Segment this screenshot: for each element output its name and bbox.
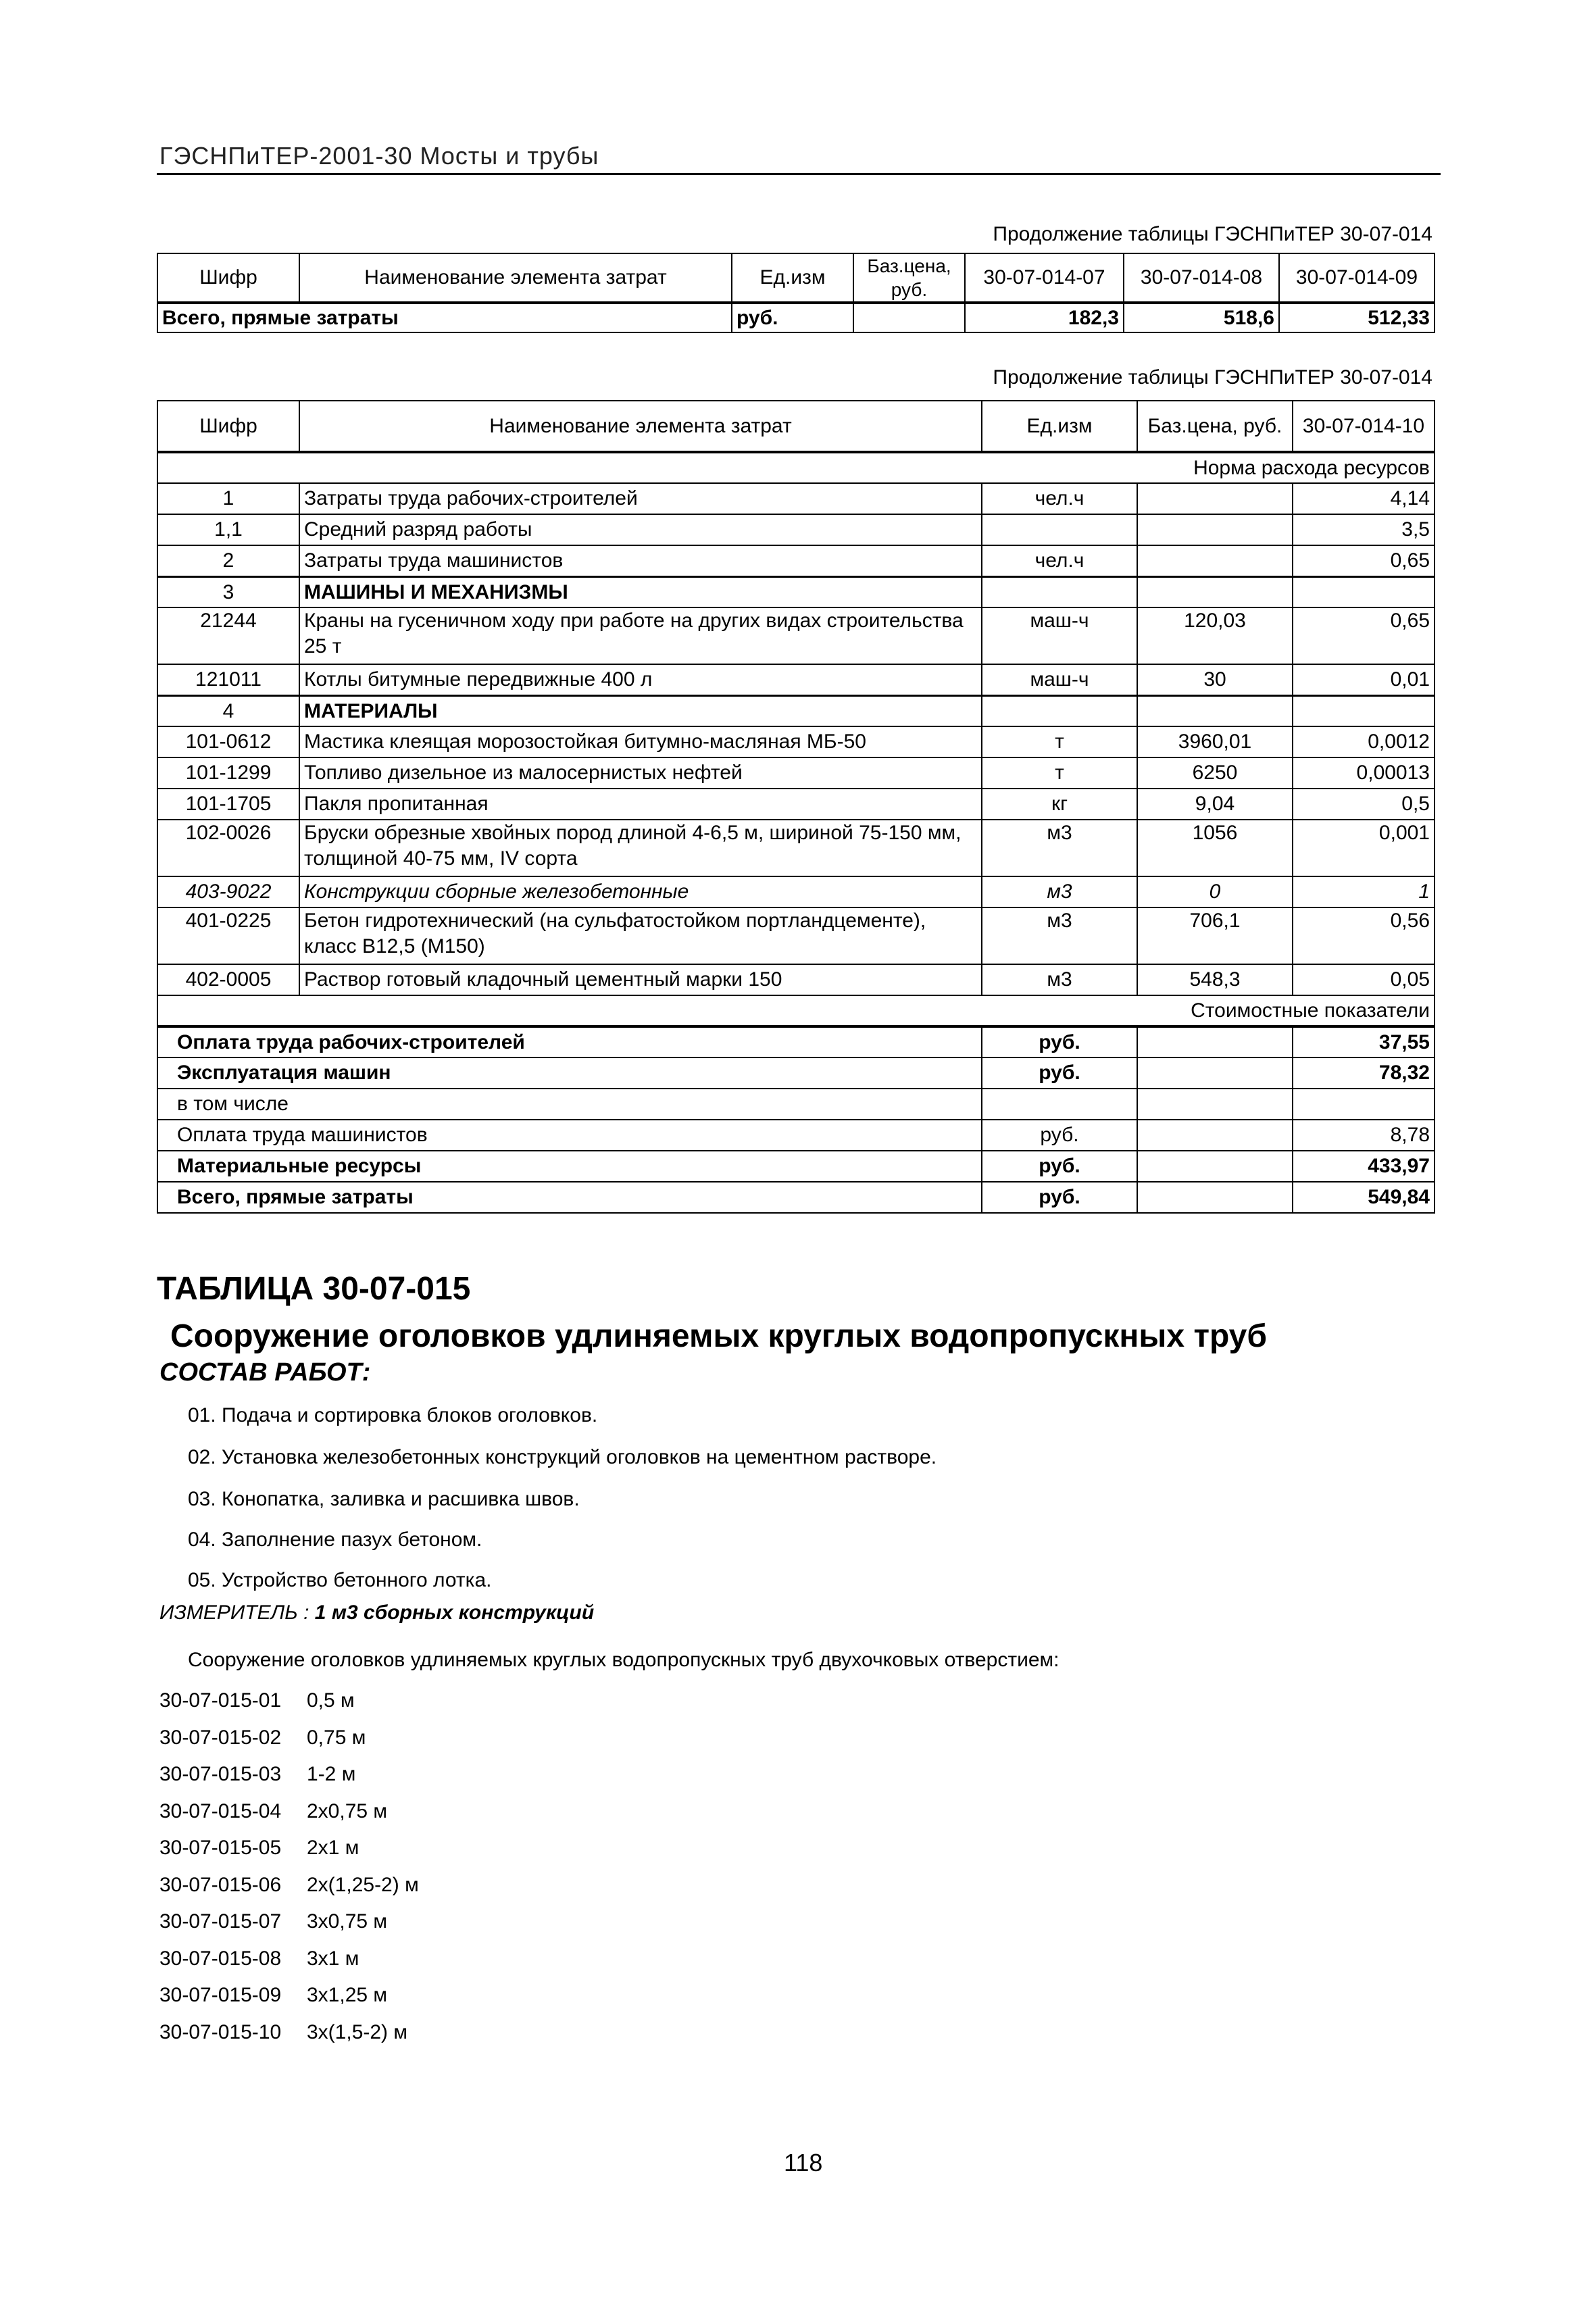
row-code: 101-0612: [157, 726, 299, 757]
code-item: [159, 1910, 387, 1933]
t1-total-value-2: 518,6: [1124, 303, 1279, 332]
izmeritel-label: ИЗМЕРИТЕЛЬ :: [159, 1601, 309, 1624]
table-row: [157, 876, 1435, 907]
row-name: Средний разряд работы: [299, 514, 982, 545]
t1-header-col3: 30-07-014-09: [1279, 253, 1435, 303]
cost-price: [1137, 1057, 1293, 1089]
row-unit: [982, 695, 1137, 726]
t1-header-name: Наименование элемента затрат: [299, 253, 732, 303]
t2-header-col1: 30-07-014-10: [1293, 401, 1435, 452]
work-item: 02. Установка железобетонных конструкций оголовков на цементном растворе.: [188, 1446, 937, 1468]
row-code: 101-1299: [157, 757, 299, 789]
table1: [157, 253, 1435, 333]
code-item-value: 3х1 м: [307, 1947, 359, 1970]
code-item-code: 30-07-015-06: [159, 1873, 282, 1896]
cost-unit: руб.: [982, 1151, 1137, 1182]
page-number: 118: [784, 2149, 823, 2176]
cost-row: [157, 1089, 1435, 1120]
t1-total-unit: руб.: [732, 303, 853, 332]
row-unit: [982, 576, 1137, 607]
table-row: [157, 820, 1435, 876]
work-item: 03. Конопатка, заливка и расшивка швов.: [188, 1488, 580, 1510]
code-item: [159, 1984, 387, 2007]
row-name: Бетон гидротехнический (на сульфатостойком портландцементе), класс В12,5 (М150): [299, 907, 982, 964]
section-title: ТАБЛИЦА 30-07-015: [157, 1271, 471, 1307]
cost-unit: руб.: [982, 1026, 1137, 1057]
row-price: [1137, 483, 1293, 514]
header-divider: [157, 173, 1441, 175]
row-price: [1137, 576, 1293, 607]
t1-total-value-1: 182,3: [965, 303, 1124, 332]
cost-price: [1137, 1026, 1293, 1057]
row-name: Пакля пропитанная: [299, 789, 982, 820]
row-unit: т: [982, 726, 1137, 757]
code-item: [159, 1763, 355, 1786]
row-unit: [982, 514, 1137, 545]
cost-unit: руб.: [982, 1120, 1137, 1151]
izmeritel: [159, 1601, 594, 1624]
t2-header-name: Наименование элемента затрат: [299, 401, 982, 452]
work-item: 05. Устройство бетонного лотка.: [188, 1569, 492, 1591]
row-name: Затраты труда рабочих-строителей: [299, 483, 982, 514]
row-code: 402-0005: [157, 964, 299, 995]
row-price: 0: [1137, 876, 1293, 907]
table-row: [157, 664, 1435, 695]
row-price: 6250: [1137, 757, 1293, 789]
cost-name: Материальные ресурсы: [157, 1151, 982, 1182]
row-value: 0,00013: [1293, 757, 1435, 789]
code-item-value: 1-2 м: [307, 1763, 356, 1785]
row-unit: чел.ч: [982, 545, 1137, 576]
row-unit: м3: [982, 964, 1137, 995]
row-value: 0,65: [1293, 607, 1435, 664]
t1-header-unit: Ед.изм: [732, 253, 853, 303]
row-unit: маш-ч: [982, 607, 1137, 664]
row-code: 401-0225: [157, 907, 299, 964]
section-sostav-label: СОСТАВ РАБОТ:: [159, 1358, 371, 1387]
code-item-value: 0,5 м: [307, 1689, 355, 1712]
code-item-code: 30-07-015-03: [159, 1763, 282, 1785]
code-item-value: 3х1,25 м: [307, 1984, 388, 2006]
row-name: Раствор готовый кладочный цементный марки 150: [299, 964, 982, 995]
code-item-code: 30-07-015-02: [159, 1726, 282, 1749]
row-code: 21244: [157, 607, 299, 664]
table2-caption: Продолжение таблицы ГЭСНПиТЕР 30-07-014: [993, 366, 1432, 389]
row-price: [1137, 695, 1293, 726]
cost-row: [157, 1120, 1435, 1151]
code-item-value: 0,75 м: [307, 1726, 366, 1749]
table-row: [157, 514, 1435, 545]
row-unit: маш-ч: [982, 664, 1137, 695]
row-unit: кг: [982, 789, 1137, 820]
section-subtitle: Сооружение оголовков удлиняемых круглых водопропускных труб: [170, 1318, 1267, 1354]
cost-row: [157, 1057, 1435, 1089]
row-unit: м3: [982, 820, 1137, 876]
row-name: Затраты труда машинистов: [299, 545, 982, 576]
table-row: [157, 964, 1435, 995]
row-price: 706,1: [1137, 907, 1293, 964]
cost-value: 37,55: [1293, 1026, 1435, 1057]
row-name: Краны на гусеничном ходу при работе на других видах строительства 25 т: [299, 607, 982, 664]
row-name: МАШИНЫ И МЕХАНИЗМЫ: [299, 576, 982, 607]
code-item-code: 30-07-015-09: [159, 1984, 282, 2006]
row-name: Мастика клеящая морозостойкая битумно-масляная МБ-50: [299, 726, 982, 757]
row-value: 3,5: [1293, 514, 1435, 545]
row-price: [1137, 545, 1293, 576]
cost-value: 78,32: [1293, 1057, 1435, 1089]
cost-name: Оплата труда машинистов: [157, 1120, 982, 1151]
code-item: [159, 1947, 359, 1970]
code-item: [159, 1726, 366, 1749]
table-row: [157, 726, 1435, 757]
table-row: [157, 695, 1435, 726]
code-item-value: 2х1 м: [307, 1837, 359, 1859]
table1-caption: Продолжение таблицы ГЭСНПиТЕР 30-07-014: [993, 223, 1432, 245]
code-item-value: 2х(1,25-2) м: [307, 1873, 419, 1896]
table-row: [157, 576, 1435, 607]
table-row: [157, 757, 1435, 789]
t1-total-value-3: 512,33: [1279, 303, 1435, 332]
cost-value: [1293, 1089, 1435, 1120]
page-header-title: ГЭСНПиТЕР-2001-30 Мосты и трубы: [159, 142, 599, 170]
row-code: 3: [157, 576, 299, 607]
row-code: 403-9022: [157, 876, 299, 907]
code-item: [159, 1874, 419, 1897]
cost-price: [1137, 1182, 1293, 1213]
t2-header-price: Баз.цена, руб.: [1137, 401, 1293, 452]
row-code: 1,1: [157, 514, 299, 545]
cost-unit: руб.: [982, 1057, 1137, 1089]
row-name: Конструкции сборные железобетонные: [299, 876, 982, 907]
row-name: Бруски обрезные хвойных пород длиной 4-6,5 м, шириной 75-150 мм, толщиной 40-75 мм, IV сорта: [299, 820, 982, 876]
row-name: Топливо дизельное из малосернистых нефтей: [299, 757, 982, 789]
t1-total-price: [853, 303, 965, 332]
code-item: [159, 1837, 359, 1860]
code-item-value: 2х0,75 м: [307, 1799, 388, 1822]
row-code: 1: [157, 483, 299, 514]
cost-value: 549,84: [1293, 1182, 1435, 1213]
code-item: [159, 1689, 355, 1712]
t1-total-label: Всего, прямые затраты: [157, 303, 732, 332]
row-price: 1056: [1137, 820, 1293, 876]
row-price: 120,03: [1137, 607, 1293, 664]
row-unit: т: [982, 757, 1137, 789]
row-price: 9,04: [1137, 789, 1293, 820]
code-item-code: 30-07-015-10: [159, 2020, 282, 2043]
code-item-code: 30-07-015-04: [159, 1799, 282, 1822]
row-code: 101-1705: [157, 789, 299, 820]
code-item-code: 30-07-015-05: [159, 1837, 282, 1859]
cost-unit: [982, 1089, 1137, 1120]
table-row: [157, 545, 1435, 576]
cost-row: [157, 1026, 1435, 1057]
table-row: [157, 607, 1435, 664]
cost-name: Всего, прямые затраты: [157, 1182, 982, 1213]
table-row: [157, 483, 1435, 514]
row-value: 4,14: [1293, 483, 1435, 514]
work-item: 04. Заполнение пазух бетоном.: [188, 1528, 482, 1551]
row-value: 0,0012: [1293, 726, 1435, 757]
row-value: 0,001: [1293, 820, 1435, 876]
t2-cost-label: Стоимостные показатели: [157, 995, 1435, 1026]
row-value: 0,65: [1293, 545, 1435, 576]
izmeritel-value: 1 м3 сборных конструкций: [314, 1601, 595, 1624]
row-value: 0,5: [1293, 789, 1435, 820]
row-value: 1: [1293, 876, 1435, 907]
row-code: 102-0026: [157, 820, 299, 876]
code-item-value: 3х(1,5-2) м: [307, 2020, 408, 2043]
cost-price: [1137, 1089, 1293, 1120]
code-item: [159, 2021, 407, 2044]
table2: [157, 400, 1435, 1214]
row-value: [1293, 695, 1435, 726]
row-name: Котлы битумные передвижные 400 л: [299, 664, 982, 695]
t2-header-code: Шифр: [157, 401, 299, 452]
row-code: 121011: [157, 664, 299, 695]
row-price: 3960,01: [1137, 726, 1293, 757]
section-description: Сооружение оголовков удлиняемых круглых водопропускных труб двухочковых отверстием:: [188, 1649, 1059, 1671]
row-price: 548,3: [1137, 964, 1293, 995]
code-item-value: 3х0,75 м: [307, 1910, 388, 1933]
cost-name: в том числе: [157, 1089, 982, 1120]
cost-unit: руб.: [982, 1182, 1137, 1213]
row-unit: м3: [982, 876, 1137, 907]
cost-price: [1137, 1151, 1293, 1182]
work-item: 01. Подача и сортировка блоков оголовков.: [188, 1404, 598, 1426]
cost-row: [157, 1151, 1435, 1182]
row-unit: м3: [982, 907, 1137, 964]
table-row: [157, 907, 1435, 964]
t1-header-col1: 30-07-014-07: [965, 253, 1124, 303]
row-unit: чел.ч: [982, 483, 1137, 514]
cost-value: 433,97: [1293, 1151, 1435, 1182]
cost-name: Эксплуатация машин: [157, 1057, 982, 1089]
t2-header-unit: Ед.изм: [982, 401, 1137, 452]
row-value: 0,56: [1293, 907, 1435, 964]
row-price: 30: [1137, 664, 1293, 695]
t1-header-col2: 30-07-014-08: [1124, 253, 1279, 303]
t2-norm-label: Норма расхода ресурсов: [157, 452, 1435, 483]
row-code: 4: [157, 695, 299, 726]
row-value: 0,01: [1293, 664, 1435, 695]
row-value: 0,05: [1293, 964, 1435, 995]
t1-header-code: Шифр: [157, 253, 299, 303]
row-code: 2: [157, 545, 299, 576]
table-row: [157, 789, 1435, 820]
code-item-code: 30-07-015-07: [159, 1910, 282, 1933]
cost-name: Оплата труда рабочих-строителей: [157, 1026, 982, 1057]
code-item: [159, 1800, 387, 1823]
row-value: [1293, 576, 1435, 607]
t1-header-price: Баз.цена, руб.: [853, 253, 965, 303]
cost-row: [157, 1182, 1435, 1213]
cost-value: 8,78: [1293, 1120, 1435, 1151]
row-price: [1137, 514, 1293, 545]
code-item-code: 30-07-015-01: [159, 1689, 282, 1712]
cost-price: [1137, 1120, 1293, 1151]
code-item-code: 30-07-015-08: [159, 1947, 282, 1970]
row-name: МАТЕРИАЛЫ: [299, 695, 982, 726]
